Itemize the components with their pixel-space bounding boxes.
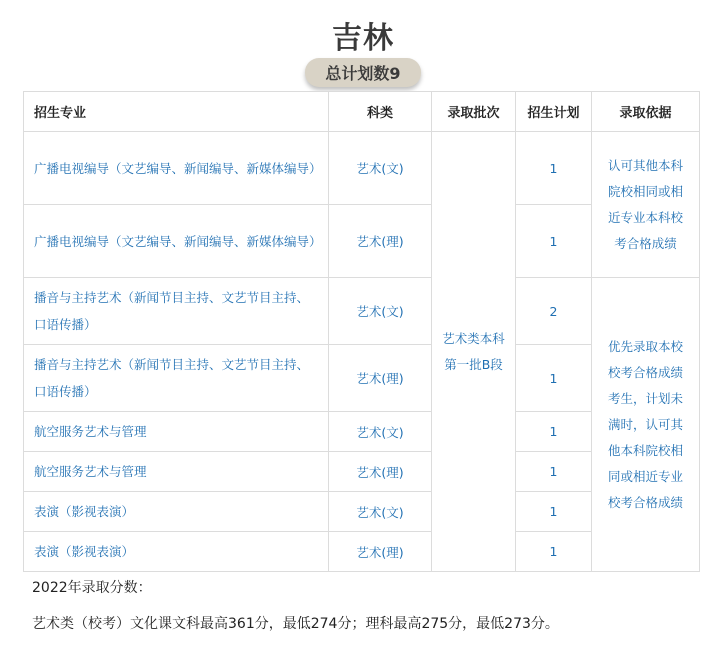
plan-cell: 1 (516, 345, 592, 412)
table-row (24, 132, 700, 205)
major-cell: 航空服务艺术与管理 (24, 412, 329, 452)
major-cell: 播音与主持艺术（新闻节目主持、文艺节目主持、口语传播） (24, 345, 329, 412)
major-cell: 广播电视编导（文艺编导、新闻编导、新媒体编导） (24, 205, 329, 278)
table-row (24, 278, 700, 345)
header-category: 科类 (329, 92, 432, 132)
major-cell: 播音与主持艺术（新闻节目主持、文艺节目主持、口语传播） (24, 278, 329, 345)
category-cell: 艺术(文) (329, 492, 432, 532)
score-detail: 艺术类（校考）文化课文科最高361分，最低274分；理科最高275分，最低273分。 (32, 616, 559, 632)
category-cell: 艺术(理) (329, 345, 432, 412)
admission-plan-table (23, 91, 700, 572)
plan-cell: 1 (516, 452, 592, 492)
plan-cell: 2 (516, 278, 592, 345)
header-major: 招生专业 (24, 92, 329, 132)
plan-cell: 1 (516, 132, 592, 205)
category-cell: 艺术(理) (329, 532, 432, 572)
batch-cell: 艺术类本科第一批B段 (432, 132, 516, 572)
total-plan-badge: 总计划数9 (305, 58, 420, 87)
plan-cell: 1 (516, 492, 592, 532)
header-batch: 录取批次 (432, 92, 516, 132)
category-cell: 艺术(文) (329, 132, 432, 205)
table-header-row (24, 92, 700, 132)
basis-cell-2: 优先录取本校校考合格成绩考生，计划未满时，认可其他本科院校相同或相近专业校考合格成绩 (592, 278, 700, 572)
header-basis: 录取依据 (592, 92, 700, 132)
category-cell: 艺术(理) (329, 452, 432, 492)
header-plan: 招生计划 (516, 92, 592, 132)
major-cell: 航空服务艺术与管理 (24, 452, 329, 492)
header (0, 0, 726, 83)
category-cell: 艺术(文) (329, 412, 432, 452)
province-title: 吉林 (332, 21, 394, 56)
score-heading: 2022年录取分数： (32, 580, 152, 596)
category-cell: 艺术(理) (329, 205, 432, 278)
basis-cell-1: 认可其他本科院校相同或相近专业本科校考合格成绩 (592, 132, 700, 278)
major-cell: 表演（影视表演） (24, 532, 329, 572)
plan-cell: 1 (516, 205, 592, 278)
plan-cell: 1 (516, 412, 592, 452)
category-cell: 艺术(文) (329, 278, 432, 345)
major-cell: 广播电视编导（文艺编导、新闻编导、新媒体编导） (24, 132, 329, 205)
plan-cell: 1 (516, 532, 592, 572)
major-cell: 表演（影视表演） (24, 492, 329, 532)
